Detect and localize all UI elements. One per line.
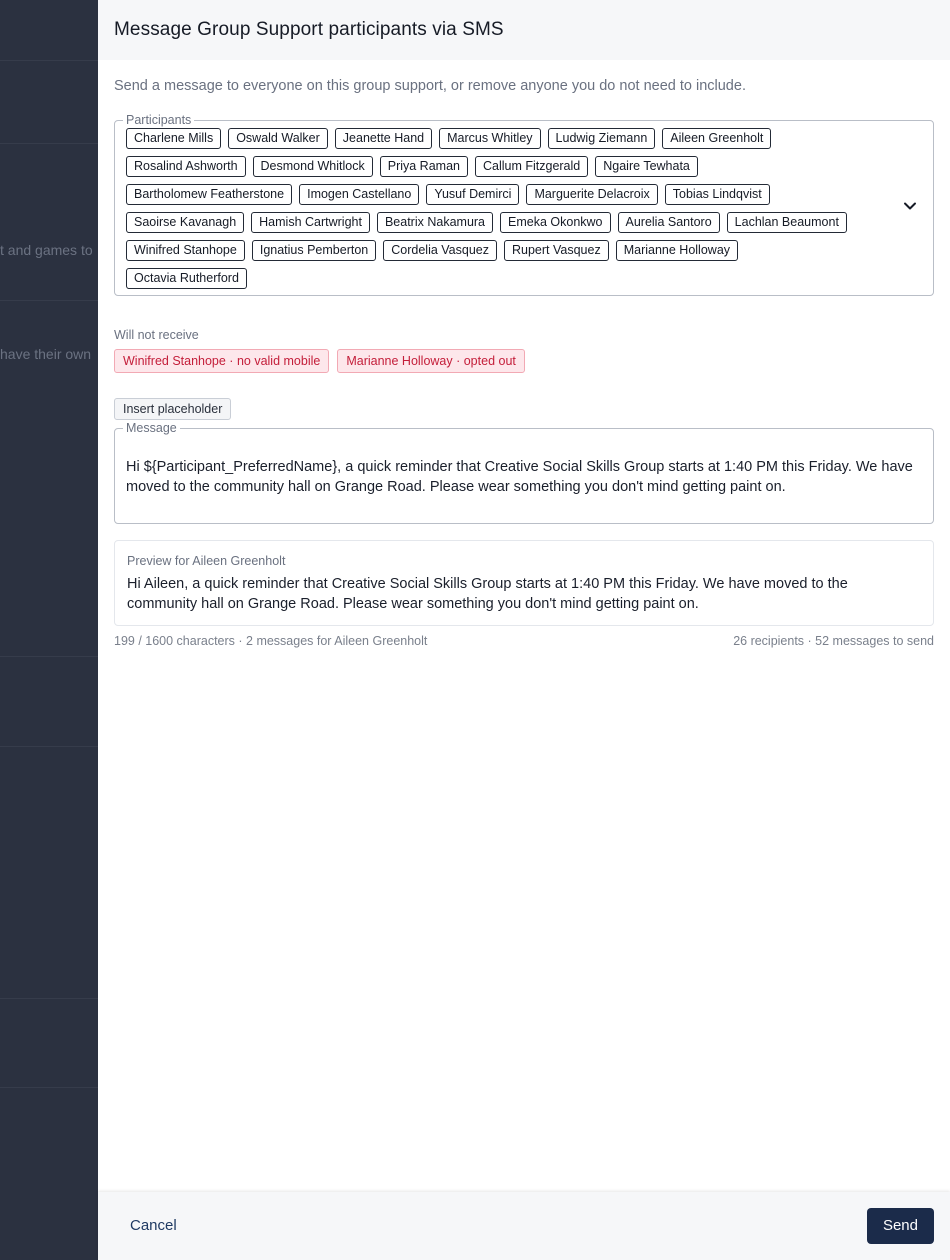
participant-chip[interactable]: Marcus Whitley	[439, 128, 540, 149]
participant-chip[interactable]: Octavia Rutherford	[126, 268, 247, 289]
drawer-title: Message Group Support participants via SMS	[114, 19, 504, 40]
backdrop-divider	[0, 746, 98, 747]
participant-chip-row	[126, 268, 886, 296]
message-label: Message	[123, 421, 180, 436]
backdrop-divider	[0, 143, 98, 144]
participant-chip[interactable]: Desmond Whitlock	[253, 156, 373, 177]
participant-chip[interactable]: Rupert Vasquez	[504, 240, 609, 261]
participant-chip[interactable]: Marianne Holloway	[616, 240, 738, 261]
drawer-footer	[98, 1192, 950, 1260]
participant-chip[interactable]: Winifred Stanhope	[126, 240, 245, 261]
participant-chip[interactable]: Ngaire Tewhata	[595, 156, 698, 177]
backdrop-divider	[0, 60, 98, 61]
participants-field[interactable]	[114, 113, 934, 296]
participant-chip[interactable]: Bartholomew Featherstone	[126, 184, 292, 205]
participant-chip[interactable]: Cordelia Vasquez	[383, 240, 497, 261]
message-preview	[114, 540, 934, 626]
participant-chip[interactable]: Imogen Castellano	[299, 184, 419, 205]
participant-chip[interactable]: Marguerite Delacroix	[526, 184, 657, 205]
excluded-recipient-chip: Winifred Stanhope · no valid mobile	[114, 349, 329, 373]
participant-chip[interactable]: Callum Fitzgerald	[475, 156, 588, 177]
participant-chip[interactable]: Oswald Walker	[228, 128, 328, 149]
participant-chip-row	[126, 128, 886, 156]
backdrop-text: have their own	[0, 346, 92, 362]
preview-text: Hi Aileen, a quick reminder that Creative Social Skills Group starts at 1:40 PM this Friday. We have moved to the community hall on Grange Road. Please wear something you don't mind getting paint on.	[127, 576, 848, 612]
backdrop-divider	[0, 1087, 98, 1088]
participant-chip[interactable]: Saoirse Kavanagh	[126, 212, 244, 233]
participant-chip[interactable]: Aurelia Santoro	[618, 212, 720, 233]
insert-placeholder-button[interactable]: Insert placeholder	[114, 398, 231, 420]
participant-chip-row	[126, 212, 886, 240]
participant-chip[interactable]: Rosalind Ashworth	[126, 156, 246, 177]
participant-chip[interactable]: Beatrix Nakamura	[377, 212, 493, 233]
character-count: 199 / 1600 characters · 2 messages for Aileen Greenholt	[114, 634, 428, 648]
page-backdrop	[0, 0, 98, 1260]
participant-chip[interactable]: Tobias Lindqvist	[665, 184, 770, 205]
participant-chip[interactable]: Emeka Okonkwo	[500, 212, 610, 233]
chevron-down-icon[interactable]	[903, 199, 917, 213]
participant-chips	[126, 128, 886, 296]
participant-chip-row	[126, 184, 886, 212]
participant-chip[interactable]: Lachlan Beaumont	[727, 212, 847, 233]
participants-label: Participants	[123, 113, 194, 128]
backdrop-divider	[0, 300, 98, 301]
cancel-button[interactable]: Cancel	[130, 1217, 177, 1234]
participant-chip[interactable]: Charlene Mills	[126, 128, 221, 149]
participant-chip[interactable]: Aileen Greenholt	[662, 128, 771, 149]
send-button[interactable]: Send	[867, 1208, 934, 1244]
message-textarea[interactable]: Hi ${Participant_PreferredName}, a quick reminder that Creative Social Skills Group starts at 1:40 PM this Friday. We have moved to the community hall on Grange Road. Please wear something you don't mind getting paint on.	[126, 459, 913, 495]
backdrop-divider	[0, 656, 98, 657]
participant-chip[interactable]: Ludwig Ziemann	[548, 128, 656, 149]
message-field[interactable]	[114, 421, 934, 524]
will-not-receive-list	[114, 349, 525, 373]
drawer-header	[98, 0, 950, 60]
drawer-intro: Send a message to everyone on this group support, or remove anyone you do not need to include.	[114, 78, 746, 94]
recipient-count: 26 recipients · 52 messages to send	[733, 634, 934, 648]
backdrop-text: t and games to	[0, 242, 93, 258]
will-not-receive-label: Will not receive	[114, 328, 199, 342]
backdrop-divider	[0, 998, 98, 999]
excluded-recipient-chip: Marianne Holloway · opted out	[337, 349, 525, 373]
preview-label: Preview for Aileen Greenholt	[127, 554, 286, 568]
participant-chip-row	[126, 156, 886, 184]
participant-chip[interactable]: Hamish Cartwright	[251, 212, 370, 233]
participant-chip[interactable]: Yusuf Demirci	[426, 184, 519, 205]
participant-chip-row	[126, 240, 886, 268]
participant-chip[interactable]: Priya Raman	[380, 156, 468, 177]
participant-chip[interactable]: Jeanette Hand	[335, 128, 432, 149]
sms-drawer	[98, 0, 950, 1260]
participant-chip[interactable]: Ignatius Pemberton	[252, 240, 376, 261]
